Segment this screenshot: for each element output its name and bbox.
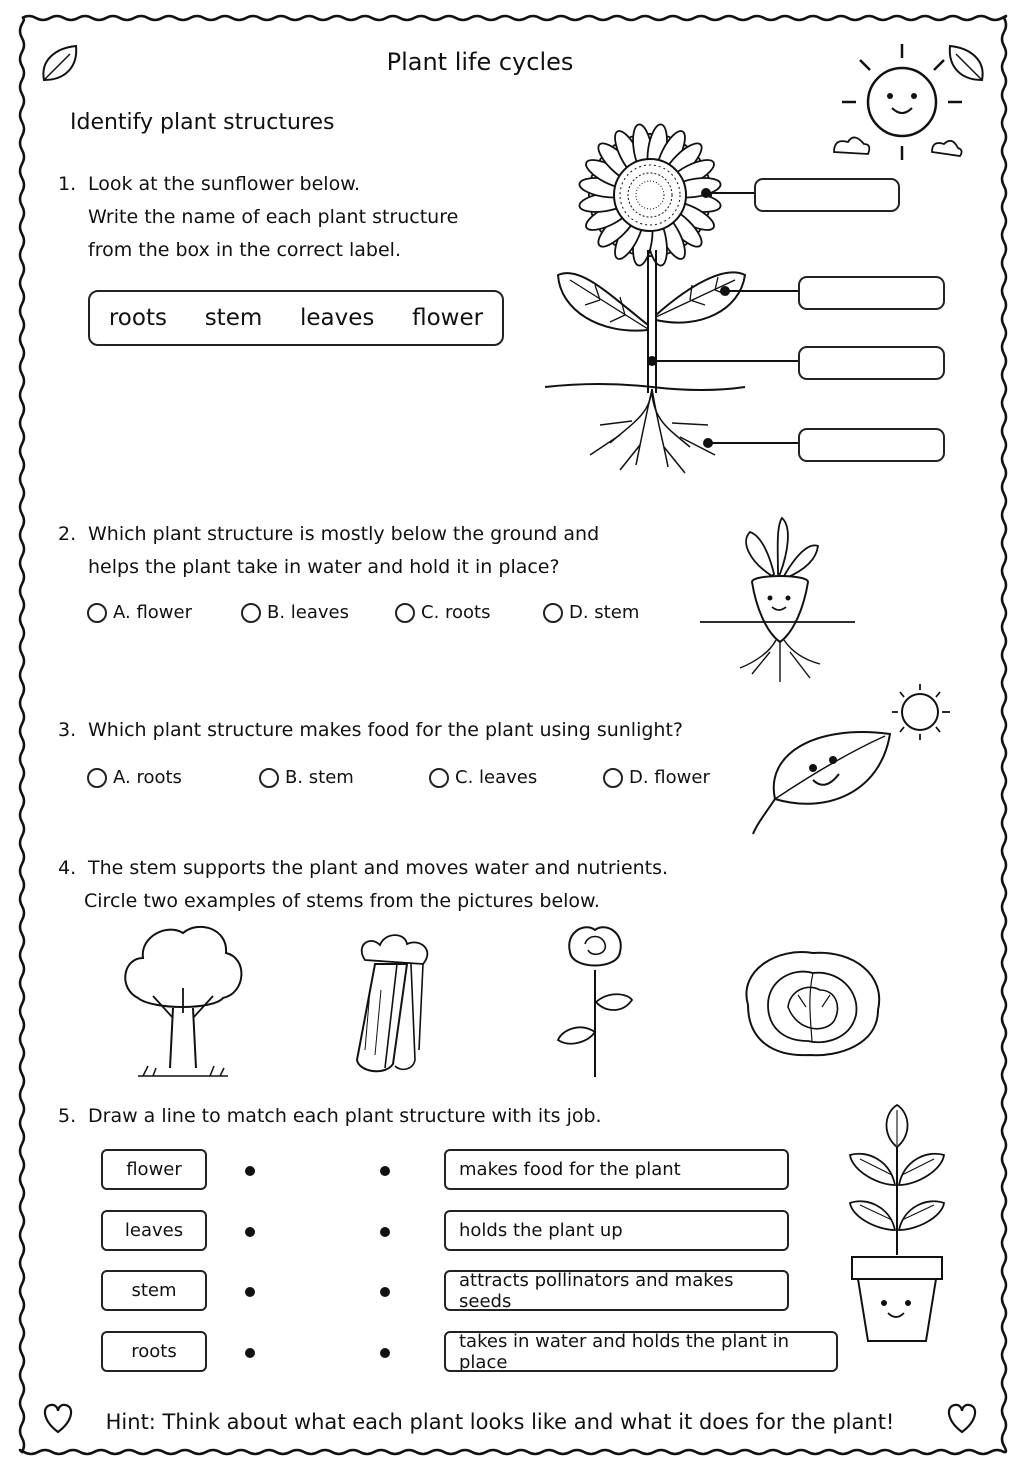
match-dot-left[interactable] [245, 1166, 255, 1176]
match-dot-left[interactable] [245, 1348, 255, 1358]
question-number: 5. [58, 1105, 77, 1127]
word-bank [88, 290, 504, 346]
q2-option-d[interactable] [543, 602, 639, 623]
option-label: D. stem [569, 602, 640, 623]
celery-icon[interactable] [345, 930, 445, 1080]
section-title: Identify plant structures [70, 110, 335, 135]
radio-circle[interactable] [603, 768, 623, 788]
q2-option-b[interactable] [241, 602, 349, 623]
question-number: 4. [58, 857, 77, 879]
q3-option-b[interactable] [259, 767, 354, 788]
match-dot-right[interactable] [380, 1287, 390, 1297]
option-label: B. leaves [267, 602, 350, 623]
match-structure-roots: roots [101, 1331, 207, 1372]
question-line: Which plant structure makes food for the plant using sunlight? [88, 719, 683, 741]
match-structure-leaves: leaves [101, 1210, 207, 1251]
question-5 [58, 1100, 602, 1133]
carrot-icon [700, 512, 860, 692]
question-line: from the box in the correct label. [88, 239, 401, 261]
question-line: helps the plant take in water and hold it in place? [88, 556, 560, 578]
radio-circle[interactable] [241, 603, 261, 623]
match-job: attracts pollinators and makes seeds [444, 1270, 789, 1311]
match-dot-right[interactable] [380, 1227, 390, 1237]
match-job: holds the plant up [444, 1210, 789, 1251]
radio-circle[interactable] [395, 603, 415, 623]
rose-icon[interactable] [550, 922, 640, 1082]
match-structure-flower: flower [101, 1149, 207, 1190]
match-dot-left[interactable] [245, 1287, 255, 1297]
question-1 [58, 168, 458, 267]
label-box-flower[interactable] [754, 178, 900, 212]
option-label: B. stem [285, 767, 354, 788]
option-label: D. flower [629, 767, 710, 788]
label-box-leaves[interactable] [798, 276, 945, 310]
match-dot-right[interactable] [380, 1348, 390, 1358]
question-line: Write the name of each plant structure [88, 206, 459, 228]
option-label: A. roots [113, 767, 182, 788]
tree-icon[interactable] [118, 918, 248, 1080]
question-3 [58, 714, 683, 747]
question-number: 3. [58, 719, 77, 741]
question-4 [58, 852, 668, 918]
potted-plant-icon [842, 1105, 952, 1345]
question-number: 2. [58, 523, 77, 545]
question-line: Circle two examples of stems from the pictures below. [84, 890, 600, 912]
hint-text: Hint: Think about what each plant looks like and what it does for the plant! [105, 1410, 895, 1434]
question-line: Look at the sunflower below. [88, 173, 361, 195]
word-bank-item: stem [204, 305, 263, 331]
match-dot-left[interactable] [245, 1227, 255, 1237]
word-bank-item: leaves [300, 305, 375, 331]
q3-option-a[interactable] [87, 767, 182, 788]
match-dot-right[interactable] [380, 1166, 390, 1176]
question-line: The stem supports the plant and moves water and nutrients. [88, 857, 669, 879]
option-label: A. flower [113, 602, 192, 623]
radio-circle[interactable] [543, 603, 563, 623]
leaf-character-icon [745, 684, 960, 844]
label-box-roots[interactable] [798, 428, 945, 462]
radio-circle[interactable] [87, 768, 107, 788]
q3-option-d[interactable] [603, 767, 710, 788]
radio-circle[interactable] [429, 768, 449, 788]
match-structure-stem: stem [101, 1270, 207, 1311]
word-bank-item: flower [412, 305, 484, 331]
q3-option-c[interactable] [429, 767, 537, 788]
option-label: C. roots [421, 602, 491, 623]
q2-option-a[interactable] [87, 602, 192, 623]
page-title: Plant life cycles [386, 48, 574, 76]
radio-circle[interactable] [259, 768, 279, 788]
radio-circle[interactable] [87, 603, 107, 623]
question-line: Draw a line to match each plant structure with its job. [88, 1105, 602, 1127]
match-job: takes in water and holds the plant in place [444, 1331, 838, 1372]
q2-option-c[interactable] [395, 602, 490, 623]
question-number: 1. [58, 173, 77, 195]
label-box-stem[interactable] [798, 346, 945, 380]
cabbage-icon[interactable] [738, 945, 886, 1060]
question-line: Which plant structure is mostly below the ground and [88, 523, 600, 545]
question-2 [58, 518, 599, 584]
option-label: C. leaves [455, 767, 538, 788]
word-bank-item: roots [108, 305, 167, 331]
match-job: makes food for the plant [444, 1149, 789, 1190]
